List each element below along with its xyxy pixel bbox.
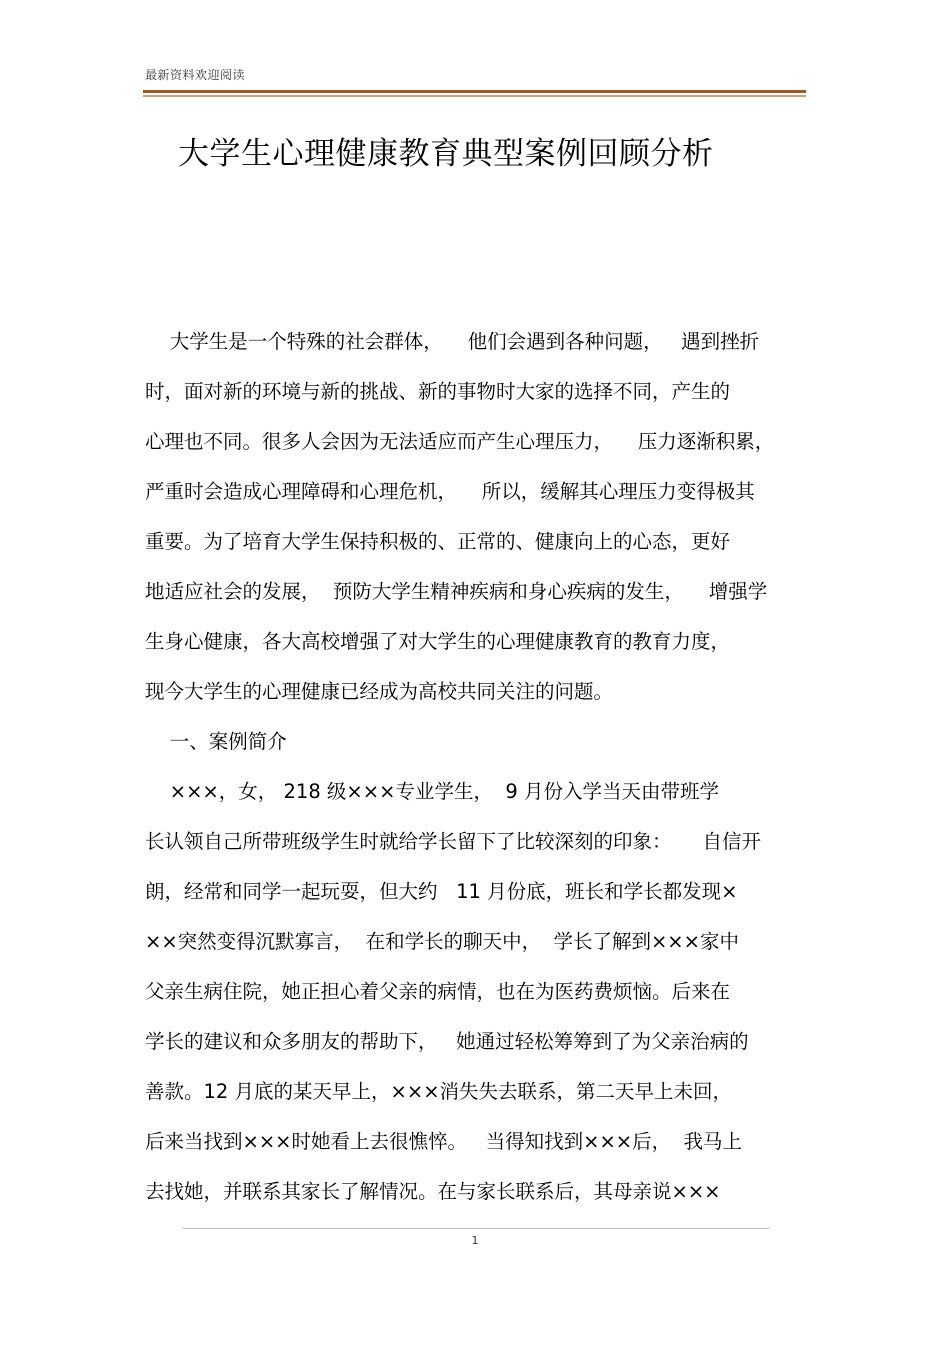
body-line: 大学生是一个特殊的社会群体， 他们会遇到各种问题， 遇到挫折: [145, 330, 760, 353]
body-line: 学长的建议和众多朋友的帮助下， 她通过轻松筹筹到了为父亲治病的: [145, 1030, 749, 1053]
header-rule-light: [143, 95, 806, 97]
document-title: 大学生心理健康教育典型案例回顾分析: [178, 136, 714, 172]
body-line: 地适应社会的发展， 预防大学生精神疾病和身心疾病的发生， 增强学: [145, 580, 768, 603]
body-line: ××突然变得沉默寡言， 在和学长的聊天中， 学长了解到×××家中: [145, 930, 739, 953]
body-line: 严重时会造成心理障碍和心理危机， 所以，缓解其心理压力变得极其: [145, 480, 755, 503]
body-line: 后来当找到×××时她看上去很憔悴。 当得知找到×××后， 我马上: [145, 1130, 743, 1153]
footer-rule: [183, 1228, 769, 1229]
body-line: 重要。为了培育大学生保持积极的、正常的、健康向上的心态，更好: [145, 530, 731, 553]
body-line: 去找她，并联系其家长了解情况。在与家长联系后，其母亲说×××: [145, 1180, 721, 1203]
page-header-text: 最新资料欢迎阅读: [145, 68, 246, 82]
header-rule-dark: [143, 90, 806, 93]
body-line: 心理也不同。很多人会因为无法适应而产生心理压力， 压力逐渐积累，: [145, 430, 775, 453]
body-line: 父亲生病住院，她正担心着父亲的病情，也在为医药费烦恼。后来在: [145, 980, 731, 1003]
body-line: 朗，经常和同学一起玩耍，但大约 11 月份底，班长和学长都发现×: [145, 880, 738, 903]
body-line: ×××，女， 218 级×××专业学生， 9 月份入学当天由带班学: [145, 780, 719, 803]
body-line: 时，面对新的环境与新的挑战、新的事物时大家的选择不同，产生的: [145, 380, 731, 403]
body-text: [145, 323, 805, 1223]
body-line: 长认领自己所带班级学生时就给学长留下了比较深刻的印象： 自信开: [145, 830, 761, 853]
body-line: 生身心健康，各大高校增强了对大学生的心理健康教育的教育力度，: [145, 630, 731, 653]
body-line: 现今大学生的心理健康已经成为高校共同关注的问题。: [145, 680, 614, 703]
page-number: 1: [471, 1234, 479, 1247]
section-heading: 一、案例简介: [145, 730, 287, 753]
body-line: 善款。12 月底的某天早上，×××消失失去联系，第二天早上未回，: [145, 1080, 733, 1103]
